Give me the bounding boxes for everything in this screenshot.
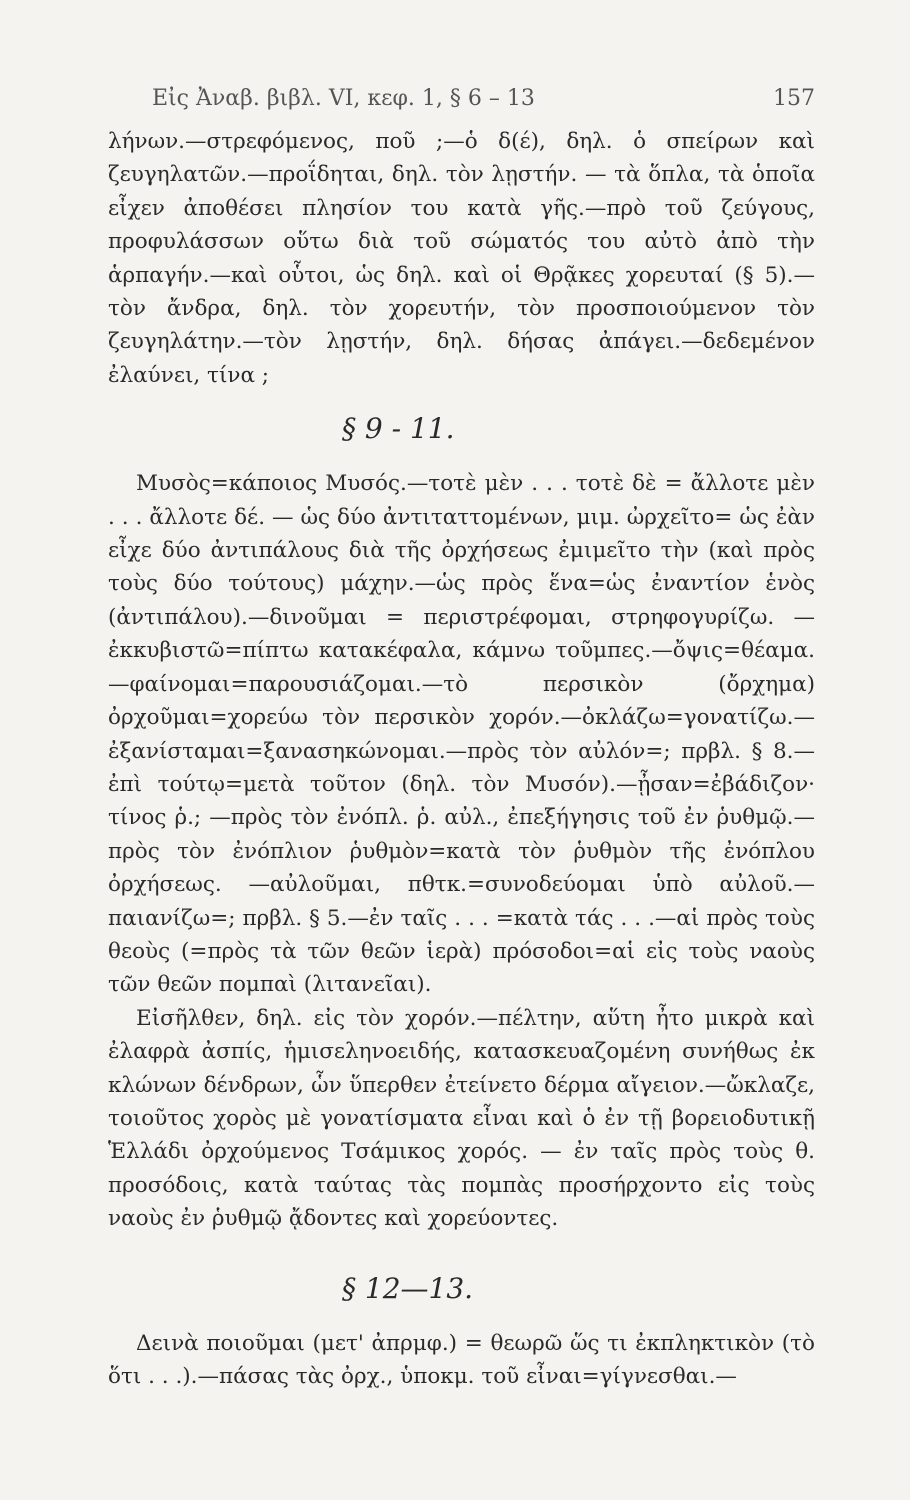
- paragraph-4: Δεινὰ ποιοῦμαι (μετ' ἀπρμφ.) = θεωρῶ ὥς τι ἐκπληκτικὸν (τὸ ὅτι . . .).—πάσας τὰς ὀρχ., ὑποκμ. τοῦ εἶναι=γίγνεσθαι.—: [108, 1330, 815, 1389]
- paragraph-3: Εἰσῆλθεν, δηλ. εἰς τὸν χορόν.—πέλτην, αὕτη ἦτο μικρὰ καὶ ἐλαφρὰ ἀσπίς, ἡμισεληνοειδής, κατασκευαζομένη συνήθως ἐκ κλώνων δένδρων, ὧν ὕπερθεν ἐτείνετο δέρμα αἴγειον.—ὤκλαζε, τοιοῦτος χορὸς μὲ γονατίσματα εἶναι καὶ ὁ ἐν τῇ βορειοδυτικῇ Ἑλλάδι ὀρχούμενος Τσάμικος χορός. — ἐν ταῖς πρὸς τοὺς θ. προσόδοις, κατὰ ταύτας τὰς πομπὰς προσήρχοντο εἰς τοὺς ναοὺς ἐν ῥυθμῷ ᾄδοντες καὶ χορεύοντες.: [108, 1005, 815, 1232]
- section-heading-12-13: § 12—13.: [342, 1271, 474, 1305]
- paragraph-1: λήνων.—στρεφόμενος, ποῦ ;—ὁ δ(έ), δηλ. ὁ σπείρων καὶ ζευγηλατῶν.—προΐδηται, δηλ. τὸν λῃστήν. — τὰ ὅπλα, τὰ ὁποῖα εἶχεν ἀποθέσει πλησίον του κατὰ γῆς.—πρὸ τοῦ ζεύγους, προφυλάσσων οὕτω διὰ τοῦ σώματός του αὐτὸ ἀπὸ τὴν ἁρπαγήν.—καὶ οὗτοι, ὡς δηλ. καὶ οἱ Θρᾷκες χορευταί (§ 5).—τὸν ἄνδρα, δηλ. τὸν χορευτήν, τὸν προσποιούμενον τὸν ζευγηλάτην.—τὸν λῃστήν, δηλ. δήσας ἀπάγει.—δεδεμένον ἐλαύνει, τίνα ;: [108, 129, 815, 388]
- page-number: 157: [773, 86, 815, 111]
- running-title: Εἰς Ἀναβ. βιβλ. VI, κεφ. 1, § 6 – 13: [152, 86, 535, 111]
- section-heading-9-11: § 9 - 11.: [342, 412, 455, 446]
- paragraph-2: Μυσὸς=κάποιος Μυσός.—τοτὲ μὲν . . . τοτὲ δὲ = ἄλλοτε μὲν . . . ἄλλοτε δέ. — ὡς δύο ἀντιταττομένων, μιμ. ὠρχεῖτο= ὡς ἐὰν εἶχε δύο ἀντιπάλους διὰ τῆς ὀρχήσεως ἐμιμεῖτο τὴν (καὶ πρὸς τοὺς δύο τούτους) μάχην.—ὡς πρὸς ἕνα=ὡς ἐναντίον ἑνὸς (ἀντιπάλου).—δινοῦμαι = περιστρέφομαι, στρηφογυρίζω. — ἐκκυβιστῶ=πίπτω κατακέφαλα, κάμνω τοῦμπες.—ὄψις=θέαμα. —φαίνομαι=παρουσιάζομαι.—τὸ περσικὸν (ὄρχημα) ὀρχοῦμαι=χορεύω τὸν περσικὸν χορόν.—ὀκλάζω=γονατίζω.—ἐξανίσταμαι=ξανασηκώνομαι.—πρὸς τὸν αὐλόν=; πρβλ. § 8.—ἐπὶ τούτῳ=μετὰ τοῦτον (δηλ. τὸν Μυσόν).—ᾖσαν=ἐβάδιζον· τίνος ῥ.; —πρὸς τὸν ἐνόπλ. ῥ. αὐλ., ἐπεξήγησις τοῦ ἐν ῥυθμῷ.—πρὸς τὸν ἐνόπλιον ῥυθμὸν=κατὰ τὸν ῥυθμὸν τῆς ἐνόπλου ὀρχήσεως. —αὐλοῦμαι, πθτκ.=συνοδεύομαι ὑπὸ αὐλοῦ.—παιανίζω=; πρβλ. § 5.—ἐν ταῖς . . . =κατὰ τάς . . .—αἱ πρὸς τοὺς θεοὺς (=πρὸς τὰ τῶν θεῶν ἱερὰ) πρόσοδοι=αἱ εἰς τοὺς ναοὺς τῶν θεῶν πομπαὶ (λιτανεῖαι).: [108, 471, 815, 998]
- running-head: [108, 86, 815, 111]
